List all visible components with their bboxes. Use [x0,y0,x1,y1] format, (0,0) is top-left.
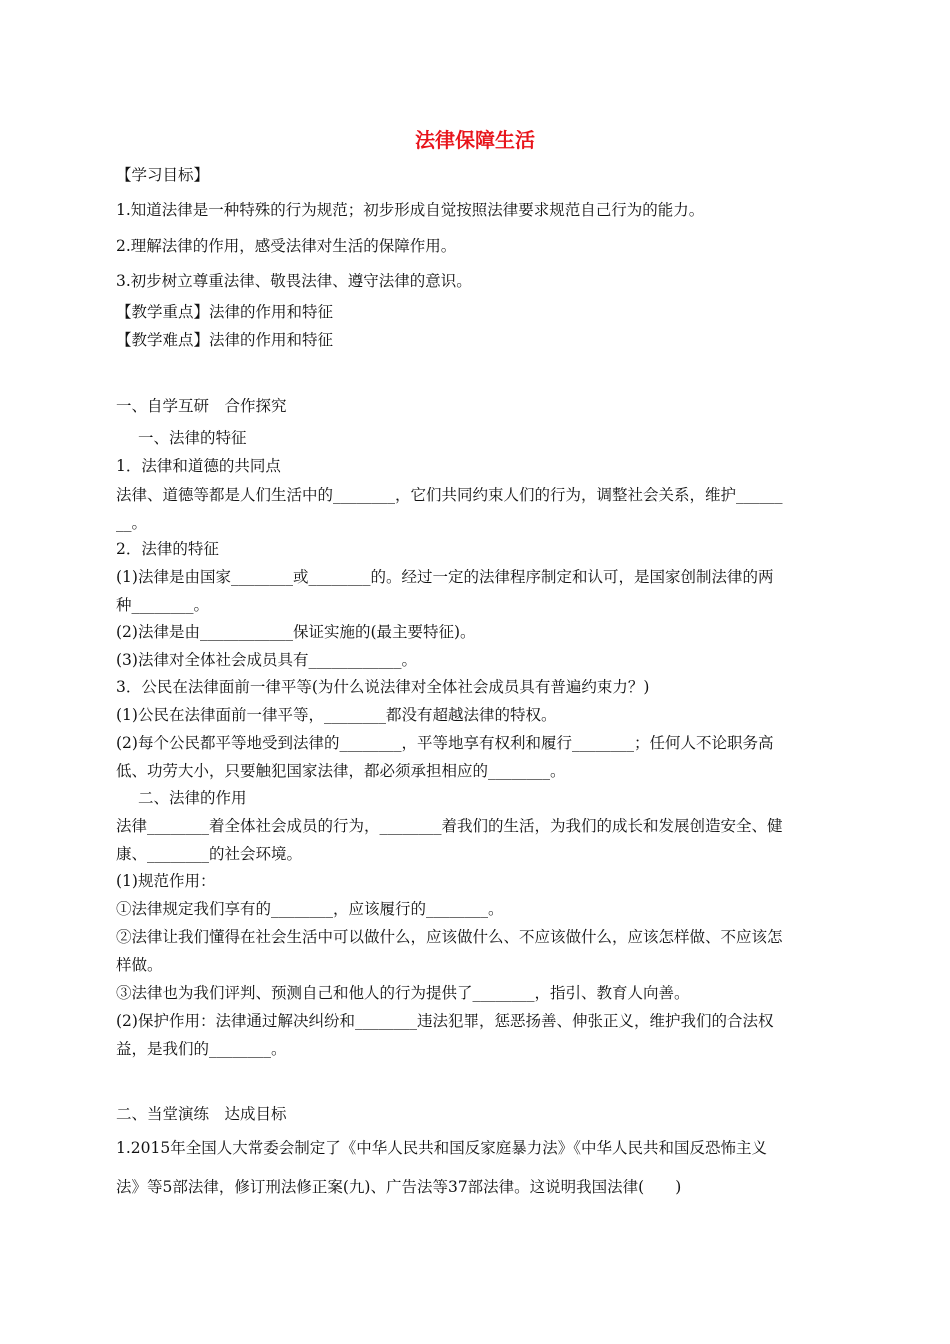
regulate-title: (1)规范作用： [116,872,216,890]
teaching-difficulty: 【教学难点】法律的作用和特征 [116,331,334,349]
teaching-focus: 【教学重点】法律的作用和特征 [116,303,334,321]
q2-item-2: (2)法律是由____________保证实施的(最主要特征)。 [116,623,476,641]
goal-item-1: 1.知道法律是一种特殊的行为规范；初步形成自觉按照法律要求规范自己行为的能力。 [116,201,705,219]
q3-item-2b: 低、功劳大小，只要触犯国家法律，都必须承担相应的________。 [116,762,566,780]
exercise-1-line-2: 法》等5部法律，修订刑法修正案(九)、广告法等37部法律。这说明我国法律( ) [116,1178,682,1196]
goal-item-2: 2.理解法律的作用，感受法律对生活的保障作用。 [116,237,457,255]
q2-item-1b: 种________。 [116,596,210,614]
section-features-heading: 一、法律的特征 [138,429,247,447]
q2-item-1a: (1)法律是由国家________或________的。经过一定的法律程序制定和认可，是国家创制法律的两 [116,568,774,586]
regulate-item-1: ①法律规定我们享有的________，应该履行的________。 [116,900,504,918]
goals-heading: 【学习目标】 [116,166,210,184]
q1-line-1: 法律、道德等都是人们生活中的________，它们共同约束人们的行为，调整社会关系，维护______ [116,486,783,504]
q3-title: 3．公民在法律面前一律平等(为什么说法律对全体社会成员具有普遍约束力？) [116,678,650,696]
q2-title: 2．法律的特征 [116,540,219,558]
part2-heading: 二、当堂演练 达成目标 [116,1105,287,1123]
functions-line-1: 法律________着全体社会成员的行为，________着我们的生活，为我们的成长和发展创造安全、健 [116,817,783,835]
protect-line-2: 益，是我们的________。 [116,1040,287,1058]
q3-item-1: (1)公民在法律面前一律平等，________都没有超越法律的特权。 [116,706,557,724]
section-functions-heading: 二、法律的作用 [138,789,247,807]
regulate-item-3: ③法律也为我们评判、预测自己和他人的行为提供了________，指引、教育人向善。 [116,984,690,1002]
q3-item-2a: (2)每个公民都平等地受到法律的________，平等地享有权利和履行________；任何人不论职务高 [116,734,774,752]
goal-item-3: 3.初步树立尊重法律、敬畏法律、遵守法律的意识。 [116,272,472,290]
exercise-1-line-1: 1.2015年全国人大常委会制定了《中华人民共和国反家庭暴力法》《中华人民共和国反恐怖主义 [116,1139,767,1157]
page-title: 法律保障生活 [415,128,535,152]
q1-line-2: __。 [116,514,148,532]
q1-title: 1．法律和道德的共同点 [116,457,281,475]
regulate-item-2b: 样做。 [116,956,163,974]
part1-heading: 一、自学互研 合作探究 [116,397,287,415]
regulate-item-2a: ②法律让我们懂得在社会生活中可以做什么，应该做什么、不应该做什么，应该怎样做、不应该怎 [116,928,783,946]
functions-line-2: 康、________的社会环境。 [116,845,303,863]
q2-item-3: (3)法律对全体社会成员具有____________。 [116,651,417,669]
protect-line-1: (2)保护作用：法律通过解决纠纷和________违法犯罪，惩恶扬善、伸张正义，维护我们的合法权 [116,1012,774,1030]
